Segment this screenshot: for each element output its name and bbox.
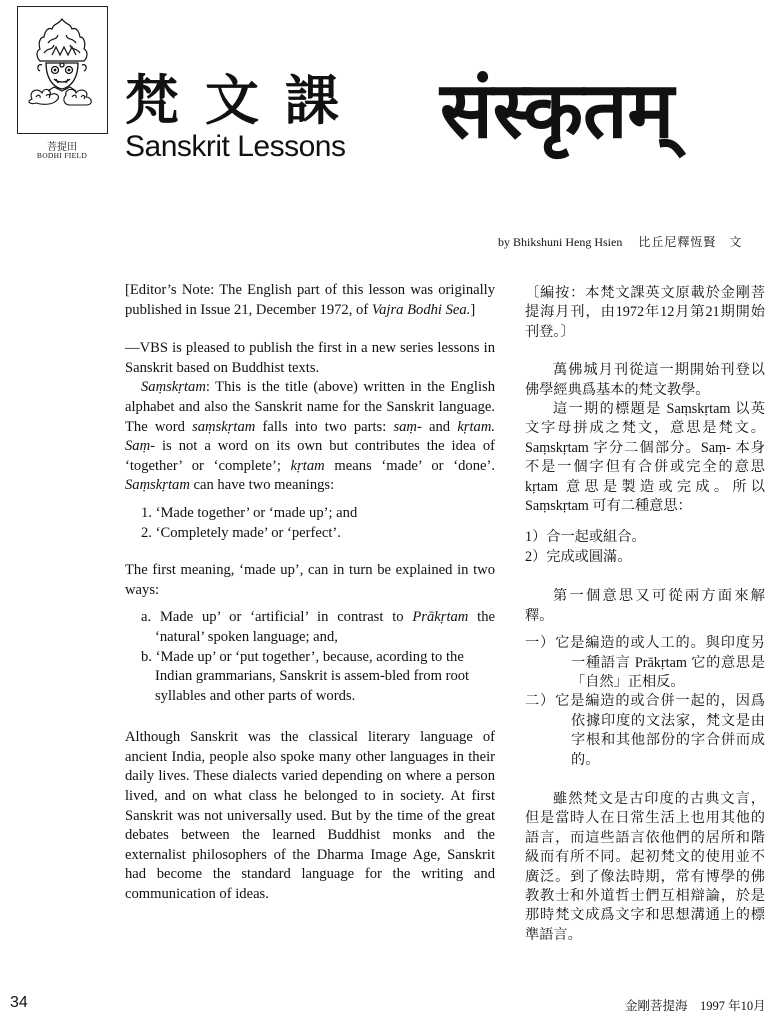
list-item: b. ‘Made up’ or ‘put together’, because, acording to the Indian grammarians, Sanskrit is assem-bled from root syllables and other parts of words. (141, 648, 470, 704)
logo-caption-english: BODHI FIELD (36, 151, 88, 160)
meanings-list (125, 504, 495, 543)
chinese-paragraph: 第一個意思又可從兩方面來解釋。 (525, 588, 765, 624)
list-item: 2）完成或圓滿。 (525, 548, 632, 565)
byline (498, 233, 742, 250)
chinese-paragraph: 萬佛城月刊從這一期開始刊登以佛學經典爲基本的梵文教學。 (525, 362, 765, 398)
title-devanagari: संस्कृतम् (440, 66, 675, 156)
term-sam: Saṃ- (125, 438, 155, 455)
list-item (141, 608, 495, 647)
page-number: 34 (10, 994, 28, 1011)
term-krtam: kṛtam. (457, 418, 496, 435)
first-meaning-paragraph: The first meaning, ‘made up’, can in turn be explained in two ways: (125, 562, 495, 598)
editors-note (125, 281, 495, 320)
logo-caption-chinese: 菩提田 (47, 142, 77, 153)
term-samskrtam: saṃskṛtam (192, 418, 256, 435)
term-krtam: kṛtam (290, 457, 325, 474)
list-item: 2. ‘Completely made’ or ‘perfect’. (141, 524, 341, 541)
editors-note-end: ] (470, 301, 476, 318)
samskrtam-paragraph (125, 378, 495, 496)
chinese-meanings-list (525, 528, 765, 567)
term-samskrtam: Saṃskṛtam (125, 477, 190, 494)
editors-note-chinese: 〔編按：本梵文課英文原載於金剛菩提海月刊，由1972年12月第21期開始刊登。〕 (525, 285, 765, 340)
byline-english: by Bhikshuni Heng Hsien (498, 235, 623, 249)
chinese-paragraph: 這一期的標題是 Saṃskṛtam 以英文字母拼成之梵文，意思是梵文。 Saṃskṛtam 字分二個部分。Saṃ- 本身不是一個字但有合併或完全的意思 kṛtam 意思是製造或完成。所以 Saṃskṛtam 可有二種意思： (525, 401, 765, 515)
text-run: and (421, 418, 458, 435)
bodhi-field-logo (17, 6, 108, 134)
list-item: 1）合一起或組合。 (525, 529, 646, 546)
term-samskrtam: Saṃskṛtam (141, 379, 206, 396)
chinese-paragraph: 雖然梵文是古印度的古典文言，但是當時人在日常生活上也用其他的語言，而這些語言依他們的居所和階級而有所不同。起初梵文的使用並不廣泛。到了像法時期，常有博學的佛教教士和外道哲士們互相辯論，於是那時梵文成爲文字和思想溝通上的標準語言。 (525, 790, 765, 943)
text-run: falls into two parts: (255, 418, 394, 435)
english-column (125, 281, 495, 905)
history-paragraph: Although Sanskrit was the classical literary language of ancient India, people also spoke many other languages in their daily lives. These dialects varied depending on where a person lived, and on what class he belonged to in society. At first Sanskrit was not universally used. But by the time of the great debates between the learned Buddhist monks and the externalist philosophers of the Dharma Image Age, Sanskrit had become the standard language for the writing and communication of ideas. (125, 729, 495, 903)
editors-note-text: [Editor’s Note: The English part of this lesson was originally published in Issue 21, December 1972, of (125, 282, 495, 318)
text-run: is not a word on its own but contributes the idea of ‘together’ or ‘complete’; (125, 438, 495, 474)
intro-paragraph: —VBS is pleased to publish the first in a new series lessons in Sanskrit based on Buddhist texts. (125, 340, 495, 376)
ways-list (125, 608, 495, 706)
chinese-column (525, 284, 765, 945)
chinese-ways-list (525, 634, 765, 770)
term-prakrtam: Prākṛtam (412, 609, 469, 626)
editors-note-publication: Vajra Bodhi Sea. (371, 301, 471, 318)
publication-footer: 金剛菩提海 1997 年10月 (625, 999, 766, 1013)
text-run: can have two meanings: (189, 477, 335, 494)
text-run: a. Made up’ or ‘artificial’ in contrast to (141, 609, 413, 626)
byline-chinese: 比丘尼釋恆賢 文 (638, 235, 743, 249)
list-item: 二）它是編造的或合併一起的，因爲依據印度的文法家，梵文是由字根和其他部份的字合併而成的。 (525, 693, 765, 768)
text-run: : This is the title (above) written in the English alphabet and also the Sanskrit name for the Sanskrit language. The word (125, 379, 495, 435)
term-sam: saṃ- (393, 418, 422, 435)
title-chinese: 梵文課 (125, 71, 365, 131)
list-item: 1. ‘Made together’ or ‘made up’; and (141, 504, 358, 521)
wrathful-deity-icon (18, 7, 107, 133)
text-run: means ‘made’ or ‘done’. (324, 457, 496, 474)
title-english: Sanskrit Lessons (125, 130, 346, 163)
list-item: 一）它是編造的或人工的。與印度另一種語言 Prākṛtam 它的意思是「自然」正相反。 (525, 635, 765, 690)
text-run: the ‘natural’ spoken language; and, (155, 609, 495, 645)
